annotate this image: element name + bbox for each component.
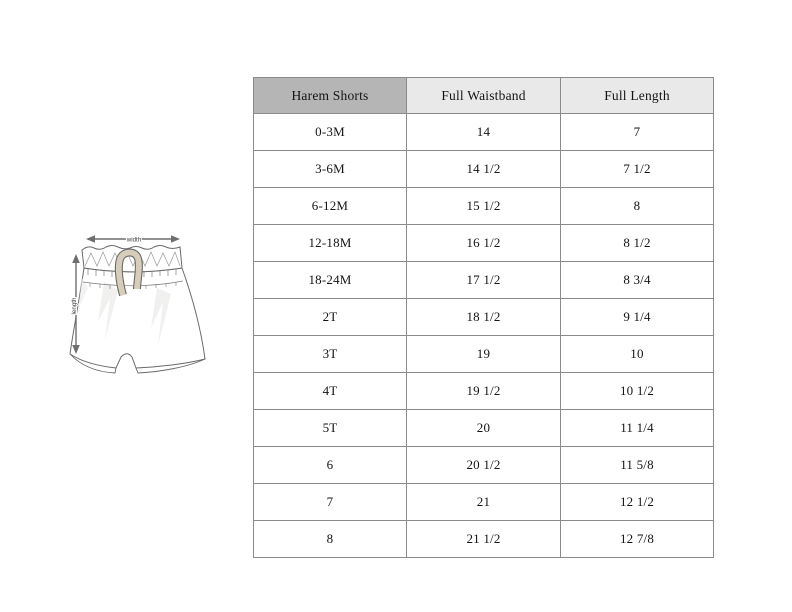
- size-table-body: [254, 114, 714, 558]
- waistband-cell: 18 1/2: [407, 299, 561, 336]
- waistband-cell: 16 1/2: [407, 225, 561, 262]
- shorts-illustration: [58, 226, 210, 382]
- table-row: [254, 521, 714, 558]
- waistband-cell: 14 1/2: [407, 151, 561, 188]
- length-cell: 12 7/8: [561, 521, 714, 558]
- length-cell: 10: [561, 336, 714, 373]
- width-arrow: [86, 235, 180, 243]
- length-cell: 8 3/4: [561, 262, 714, 299]
- size-cell: 4T: [254, 373, 407, 410]
- table-row: [254, 299, 714, 336]
- length-cell: 8 1/2: [561, 225, 714, 262]
- header-cell-full-waistband: Full Waistband: [407, 78, 561, 114]
- length-cell: 11 1/4: [561, 410, 714, 447]
- table-row: [254, 188, 714, 225]
- arrowhead-left-icon: [86, 235, 95, 243]
- waistband-cell: 17 1/2: [407, 262, 561, 299]
- size-cell: 7: [254, 484, 407, 521]
- arrowhead-right-icon: [171, 235, 180, 243]
- length-cell: 7: [561, 114, 714, 151]
- length-cell: 12 1/2: [561, 484, 714, 521]
- size-cell: 12-18M: [254, 225, 407, 262]
- waistband-cell: 21: [407, 484, 561, 521]
- size-cell: 3T: [254, 336, 407, 373]
- length-cell: 8: [561, 188, 714, 225]
- table-row: [254, 373, 714, 410]
- size-table: [253, 77, 714, 558]
- size-cell: 6-12M: [254, 188, 407, 225]
- size-cell: 3-6M: [254, 151, 407, 188]
- length-cell: 9 1/4: [561, 299, 714, 336]
- size-cell: 8: [254, 521, 407, 558]
- table-row: [254, 225, 714, 262]
- size-cell: 0-3M: [254, 114, 407, 151]
- size-cell: 5T: [254, 410, 407, 447]
- table-row: [254, 151, 714, 188]
- length-label: length: [71, 297, 78, 315]
- table-row: [254, 447, 714, 484]
- size-cell: 2T: [254, 299, 407, 336]
- size-table-header: [254, 78, 714, 114]
- width-label: width: [126, 236, 142, 244]
- header-cell-harem-shorts: Harem Shorts: [254, 78, 407, 114]
- arrowhead-up-icon: [72, 254, 80, 263]
- table-row: [254, 410, 714, 447]
- waistband-cell: 20 1/2: [407, 447, 561, 484]
- table-row: [254, 114, 714, 151]
- waistband-cell: 20: [407, 410, 561, 447]
- size-cell: 6: [254, 447, 407, 484]
- length-cell: 11 5/8: [561, 447, 714, 484]
- table-row: [254, 336, 714, 373]
- size-cell: 18-24M: [254, 262, 407, 299]
- length-cell: 7 1/2: [561, 151, 714, 188]
- waistband-cell: 21 1/2: [407, 521, 561, 558]
- table-row: [254, 484, 714, 521]
- waistband-cell: 19: [407, 336, 561, 373]
- waistband-cell: 14: [407, 114, 561, 151]
- header-cell-full-length: Full Length: [561, 78, 714, 114]
- header-row: [254, 78, 714, 114]
- length-cell: 10 1/2: [561, 373, 714, 410]
- waistband-cell: 15 1/2: [407, 188, 561, 225]
- table-row: [254, 262, 714, 299]
- waistband-cell: 19 1/2: [407, 373, 561, 410]
